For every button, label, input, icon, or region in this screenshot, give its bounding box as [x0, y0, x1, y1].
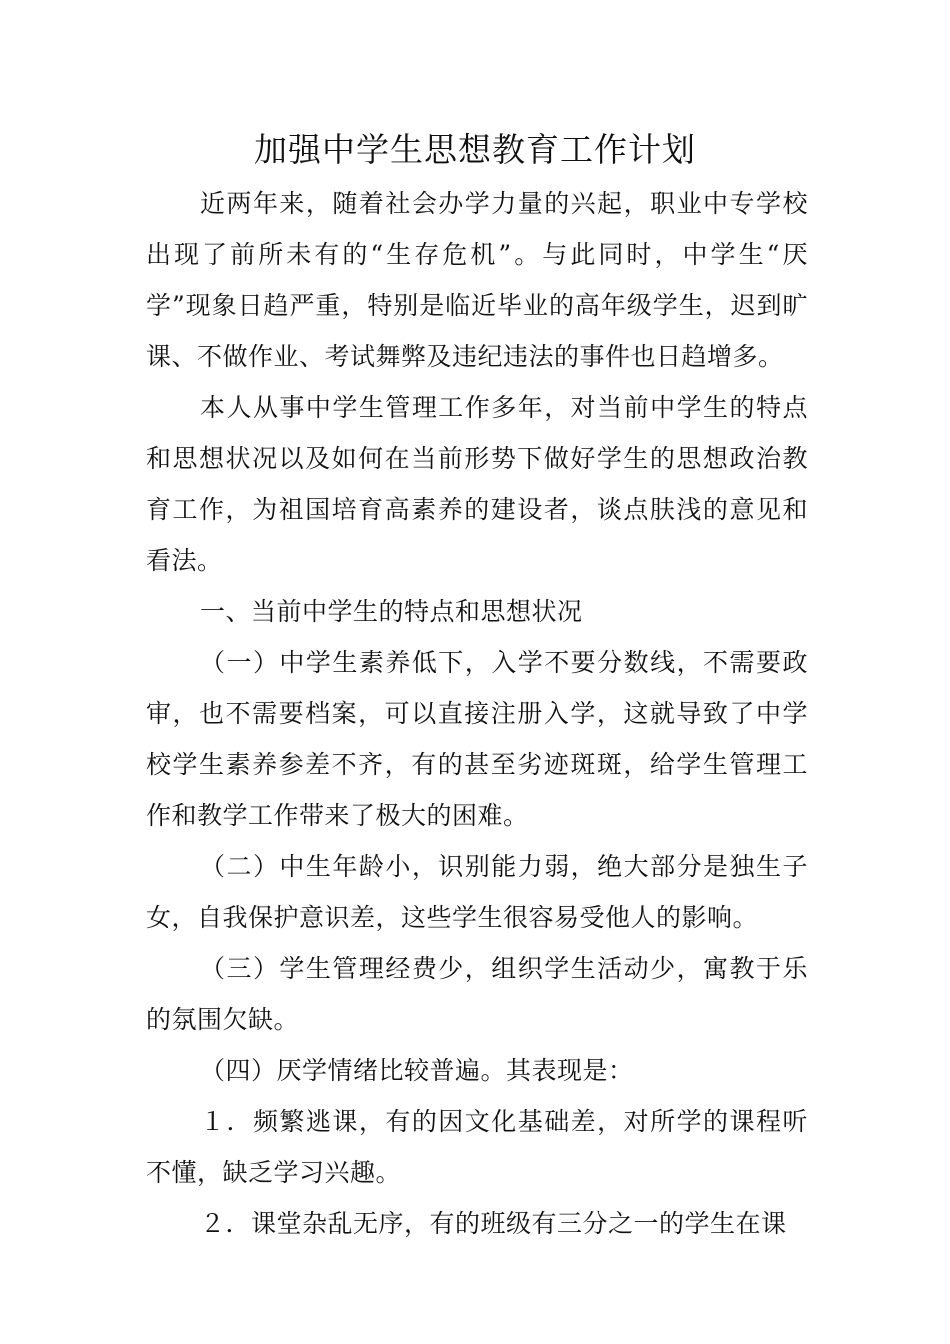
paragraph-point-3: （三）学生管理经费少，组织学生活动少，寓教于乐的氛围欠缺。 [146, 954, 808, 1034]
document-body [146, 178, 808, 1249]
paragraph-intro: 近两年来，随着社会办学力量的兴起，职业中专学校出现了前所未有的“生存危机”。与此同时，中学生“厌学”现象日趋严重，特别是临近毕业的高年级学生，迟到旷课、不做作业、考试舞弊及违纪违法的事件也日趋增多。 [146, 189, 808, 371]
paragraph-point-4: （四）厌学情绪比较普遍。其表现是： [200, 1056, 634, 1085]
paragraph-point-1: （一）中学生素养低下，入学不要分数线，不需要政审，也不需要档案，可以直接注册入学，这就导致了中学校学生素养参差不齐，有的甚至劣迹斑斑，给学生管理工作和教学工作带来了极大的困难。 [146, 648, 808, 830]
paragraph-point-2: （二）中生年龄小，识别能力弱，绝大部分是独生子女，自我保护意识差，这些学生很容易受他人的影响。 [146, 852, 808, 932]
document-title: 加强中学生思想教育工作计划 [254, 130, 696, 169]
paragraph-subpoint-2: ２．课堂杂乱无序，有的班级有三分之一的学生在课 [200, 1209, 787, 1238]
paragraph-subpoint-1: １．频繁逃课，有的因文化基础差，对所学的课程听不懂，缺乏学习兴趣。 [146, 1107, 808, 1187]
paragraph-author-experience: 本人从事中学生管理工作多年，对当前中学生的特点和思想状况以及如何在当前形势下做好学生的思想政治教育工作，为祖国培育高素养的建设者，谈点肤浅的意见和看法。 [146, 393, 808, 575]
section-heading-1: 一、当前中学生的特点和思想状况 [200, 597, 583, 626]
